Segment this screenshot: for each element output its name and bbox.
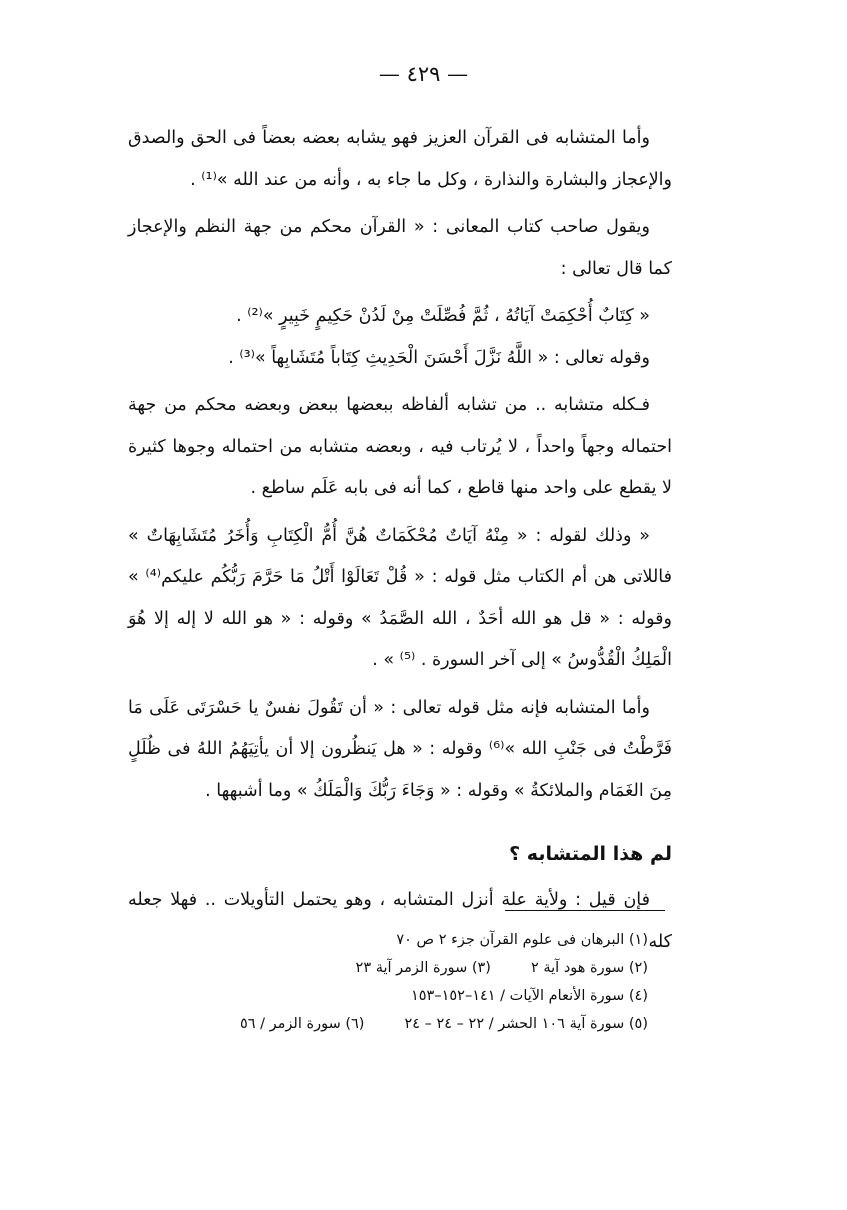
quran-quote-1: « كِتَابٌ أُحْكِمَتْ آيَاتُهُ ، ثُمَّ فُصِّلَتْ مِنْ لَدُنْ حَكِيمٍ خَبِيرٍ »⁽²⁾ . bbox=[236, 306, 650, 326]
paragraph-3: فـكله متشابه .. من تشابه ألفاظه ببعضها ببعض وبعضه محكم من جهة احتماله وجهاً واحداً ، لا يُرتاب فيه ، وبعضه متشابه من احتماله وجوها كثيرة لا يقطع على واحد منها قاطع ، كما أنه فى بابه عَلَم ساطع . bbox=[128, 395, 672, 498]
section-heading: لم هذا المتشابه ؟ bbox=[509, 843, 672, 865]
footnote-1: (١) البرهان فى علوم القرآن جزء ٢ ص ٧٠ bbox=[396, 932, 648, 948]
paragraph-1: وأما المتشابه فى القرآن العزيز فهو يشابه بعضه بعضاً فى الحق والصدق والإعجاز والبشارة والنذارة ، وكل ما جاء به ، وأنه من عند الله »⁽¹⁾ . bbox=[128, 128, 672, 190]
footnote-2-3 bbox=[148, 954, 648, 982]
footnote-6: (٦) سورة الزمر / ٥٦ bbox=[239, 1016, 365, 1032]
quran-quote-2: وقوله تعالى : « اللَّهُ نَزَّلَ أَحْسَنَ الْحَدِيثِ كِتَاباً مُتَشَابِهاً »⁽³⁾ . bbox=[228, 347, 650, 368]
main-text bbox=[128, 118, 672, 963]
paragraph-5: وأما المتشابه فإنه مثل قوله تعالى : « أن تَقُولَ نفسٌ يا حَسْرَتَى عَلَى مَا فَرَّطْتُ فى جَنْبِ الله »⁽⁶⁾ وقوله : « هل يَنظُرون إلا أن يأتِيَهُمُ اللهُ فى ظُلَلٍ مِنَ الغَمَام والملائكةُ » وقوله : « وَجَاءَ رَبُّكَ وَالْمَلَكُ » وما أشبهها . bbox=[128, 697, 673, 801]
footnote-4: (٤) سورة الأنعام الآيات / ١٤١–١٥٢–١٥٣ bbox=[410, 988, 648, 1004]
page-number: — ٤٢٩ — bbox=[378, 62, 469, 86]
footnote-2: (٢) سورة هود آية ٢ bbox=[530, 960, 648, 976]
footnote-5: (٥) سورة آية ١٠٦ الحشر / ٢٢ – ٢٤ – ٢٤ bbox=[404, 1016, 648, 1032]
footnote-5-6 bbox=[148, 1010, 648, 1038]
footnote-divider bbox=[505, 910, 665, 911]
footnote-3: (٣) سورة الزمر آية ٢٣ bbox=[355, 960, 491, 976]
paragraph-4: « وذلك لقوله : « مِنْهُ آيَاتٌ مُحْكَمَاتٌ هُنَّ أُمُّ الْكِتَابِ وَأُخَرُ مُتَشَابِهَاتٌ » فاللاتى هن أم الكتاب مثل قوله : « قُلْ تَعَالَوْا أَتْلُ مَا حَرَّمَ رَبُّكُم عليكم⁽⁴⁾ » وقوله : « قل هو الله أحَدٌ ، الله الصَّمَدُ » وقوله : « هو الله لا إله إلا هُوَ الْمَلِكُ الْقُدُّوسُ » إلى آخر السورة . ⁽⁵⁾ » . bbox=[128, 525, 673, 670]
paragraph-6: فإن قيل : ولأية علة أنزل المتشابه ، وهو يحتمل التأويلات .. فهلا جعله كله bbox=[128, 890, 672, 952]
footnotes bbox=[148, 926, 648, 1038]
paragraph-2: ويقول صاحب كتاب المعانى : « القرآن محكم من جهة النظم والإعجاز كما قال تعالى : bbox=[128, 217, 672, 279]
